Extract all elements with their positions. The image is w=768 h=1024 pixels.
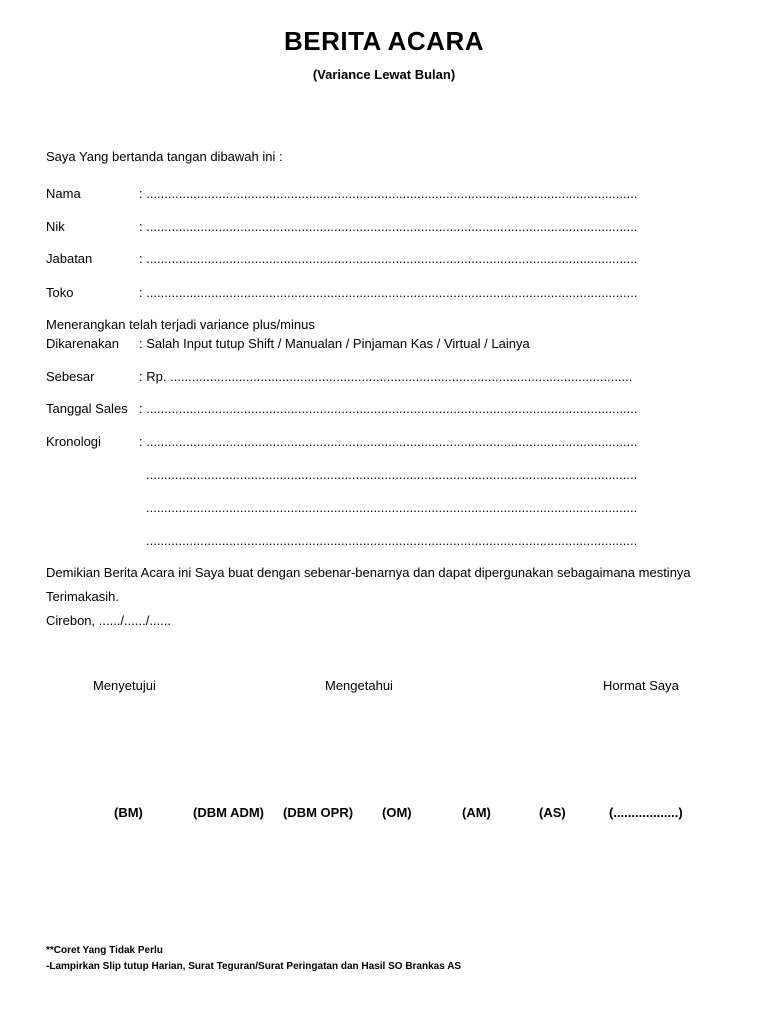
signature-acknowledge: Mengetahui [325,678,393,693]
signature-approve: Menyetujui [93,678,156,693]
thanks-text: Terimakasih. [46,589,119,604]
role-self: (..................) [609,805,683,820]
field-label: Tanggal Sales [46,401,128,416]
closing-text: Demikian Berita Acara ini Saya buat dengan sebenar-benarnya dan dapat dipergunakan sebagaimana mestinya [46,565,691,580]
field-label: Dikarenakan [46,336,119,351]
document-subtitle: (Variance Lewat Bulan) [312,67,456,82]
chronology-line: ........................................................................................................................................ [146,467,638,482]
role-om: (OM) [382,805,412,820]
field-value: : ........................................................................................................................................ [139,401,638,416]
role-bm: (BM) [114,805,143,820]
field-value: : ........................................................................................................................................ [139,219,638,234]
field-value: : Salah Input tutup Shift / Manualan / Pinjaman Kas / Virtual / Lainya [139,336,530,351]
signature-regards: Hormat Saya [603,678,679,693]
statement-text: Menerangkan telah terjadi variance plus/minus [46,317,315,332]
field-value: : ........................................................................................................................................ [139,251,638,266]
role-am: (AM) [462,805,491,820]
chronology-line: ........................................................................................................................................ [146,500,638,515]
field-label: Sebesar [46,369,95,384]
field-value: : ........................................................................................................................................ [139,285,638,300]
role-as: (AS) [539,805,566,820]
footnote: -Lampirkan Slip tutup Harian, Surat Teguran/Surat Peringatan dan Hasil SO Brankas AS [46,961,462,972]
field-value: : Rp. ................................................................................................................................ [139,369,633,384]
field-label: Toko [46,285,74,300]
field-label: Nama [46,186,81,201]
chronology-line: ........................................................................................................................................ [146,533,638,548]
role-dbm-adm: (DBM ADM) [193,805,264,820]
field-label: Nik [46,219,65,234]
place-date: Cirebon, ....../....../...... [46,613,171,628]
field-value: : ........................................................................................................................................ [139,186,638,201]
document-title: BERITA ACARA [283,26,485,56]
field-label: Kronologi [46,434,101,449]
field-label: Jabatan [46,251,93,266]
intro-text: Saya Yang bertanda tangan dibawah ini : [46,149,283,164]
field-value: : ........................................................................................................................................ [139,434,638,449]
footnote: **Coret Yang Tidak Perlu [46,945,163,956]
role-dbm-opr: (DBM OPR) [283,805,354,820]
